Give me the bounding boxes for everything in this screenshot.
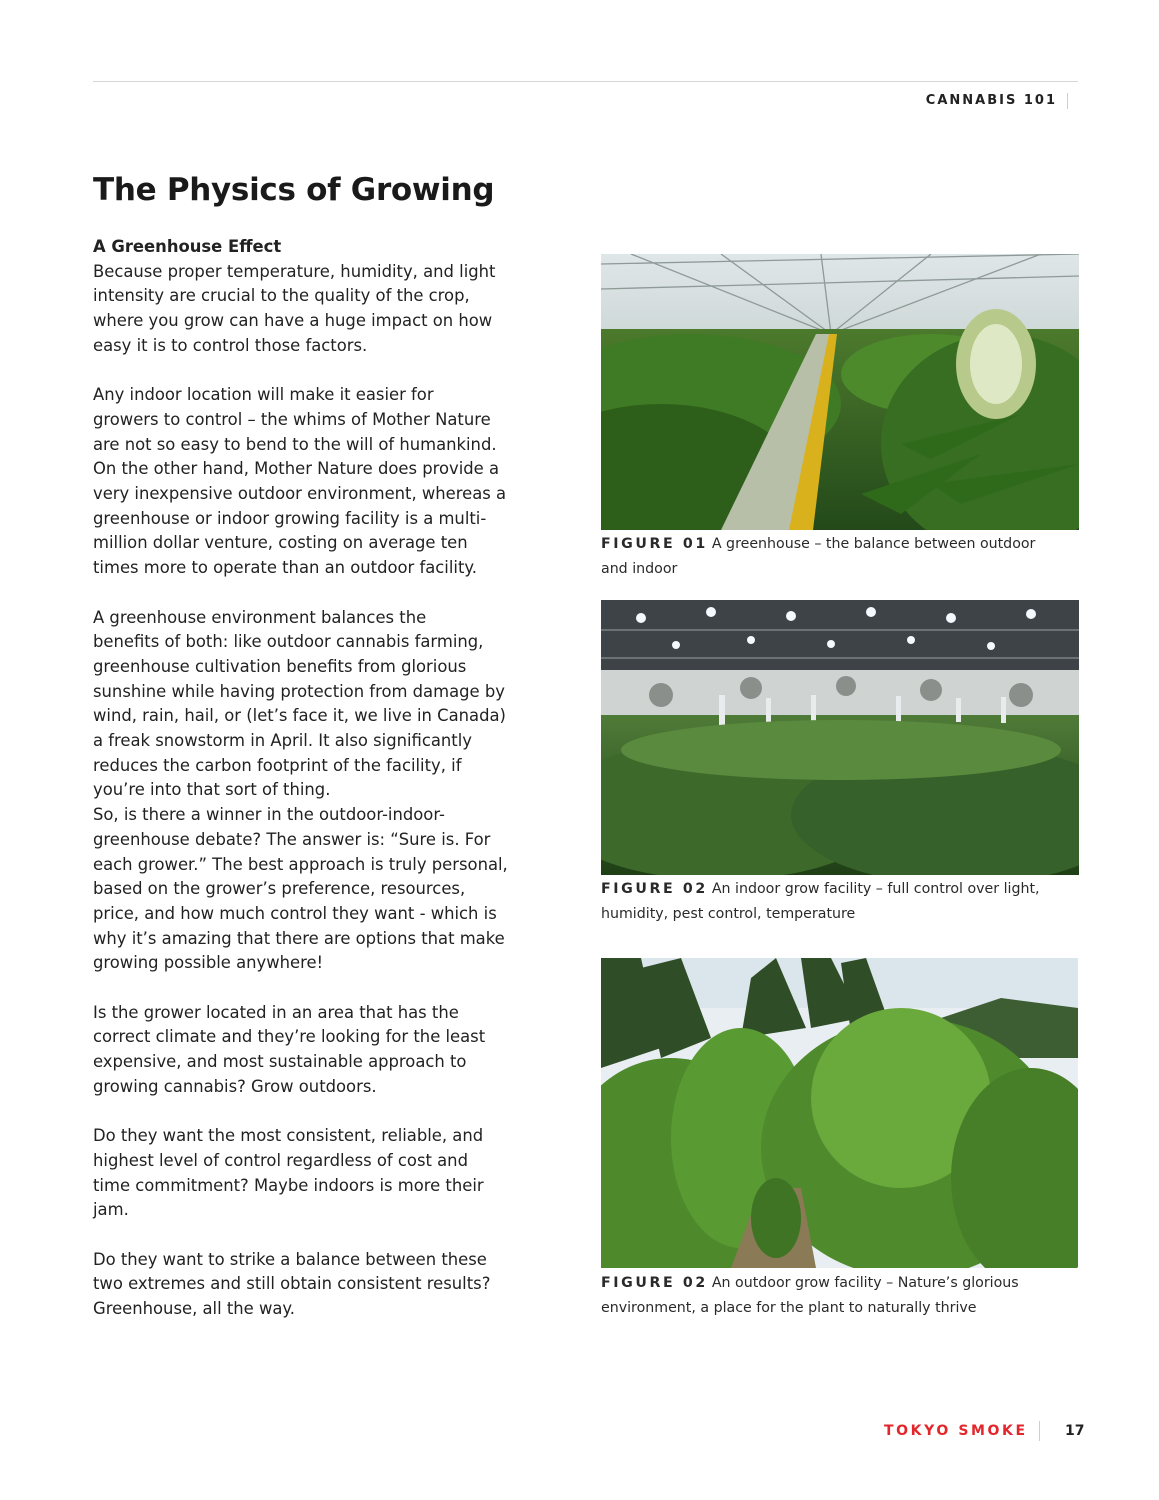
- paragraph: [93, 1248, 523, 1322]
- text-line: highest level of control regardless of cost and: [93, 1150, 468, 1170]
- text-line: correct climate and they’re looking for the least: [93, 1027, 486, 1047]
- paragraph: [93, 1001, 523, 1100]
- figure-2-caption: [601, 877, 1081, 926]
- text-line: where you grow can have a huge impact on how: [93, 311, 493, 331]
- caption-text: environment, a place for the plant to naturally thrive: [601, 1299, 977, 1316]
- text-line: each grower.” The best approach is truly personal,: [93, 854, 508, 874]
- caption-text: An indoor grow facility – full control over light,: [711, 881, 1040, 897]
- paragraph: [93, 1124, 523, 1223]
- caption-text: and indoor: [601, 560, 678, 577]
- text-line: Because proper temperature, humidity, and light: [93, 261, 496, 281]
- text-line: On the other hand, Mother Nature does provide a: [93, 459, 500, 479]
- text-line: why it’s amazing that there are options that make: [93, 928, 505, 948]
- text-line: jam.: [93, 1200, 129, 1220]
- text-line: benefits of both: like outdoor cannabis farming,: [93, 632, 484, 652]
- text-line: reduces the carbon footprint of the facility, if: [93, 755, 462, 775]
- paragraph: [93, 383, 523, 581]
- paragraph: [93, 260, 523, 359]
- text-line: growing possible anywhere!: [93, 953, 324, 973]
- text-line: are not so easy to bend to the will of humankind.: [93, 434, 497, 454]
- subheading: A Greenhouse Effect: [93, 237, 282, 256]
- caption-text: humidity, pest control, temperature: [601, 905, 856, 922]
- text-line: million dollar venture, costing on average ten: [93, 533, 468, 553]
- figure-label: FIGURE 02: [601, 1275, 708, 1291]
- text-line: sunshine while having protection from damage by: [93, 681, 505, 701]
- text-line: growing cannabis? Grow outdoors.: [93, 1076, 377, 1096]
- text-line: Greenhouse, all the way.: [93, 1299, 295, 1319]
- figure-3-caption: [601, 1271, 1081, 1320]
- text-line: greenhouse or indoor growing facility is a multi-: [93, 508, 487, 528]
- figure-label: FIGURE 02: [601, 881, 708, 897]
- text-line: very inexpensive outdoor environment, whereas a: [93, 484, 507, 504]
- text-line: Do they want to strike a balance between these: [93, 1249, 487, 1269]
- text-line: times more to operate than an outdoor facility.: [93, 558, 477, 578]
- figure-label: FIGURE 01: [601, 536, 708, 552]
- text-line: intensity are crucial to the quality of the crop,: [93, 286, 470, 306]
- text-line: Any indoor location will make it easier for: [93, 385, 434, 405]
- paragraph: [93, 606, 523, 977]
- text-line: wind, rain, hail, or (let’s face it, we live in Canada): [93, 706, 506, 726]
- text-line: A greenhouse environment balances the: [93, 607, 427, 627]
- article-title: The Physics of Growing: [93, 172, 495, 208]
- text-line: expensive, and most sustainable approach to: [93, 1052, 467, 1072]
- text-line: growers to control – the whims of Mother Nature: [93, 409, 491, 429]
- text-line: time commitment? Maybe indoors is more their: [93, 1175, 484, 1195]
- text-line: So, is there a winner in the outdoor-indoor-: [93, 805, 445, 825]
- text-line: price, and how much control they want - which is: [93, 903, 497, 923]
- figure-2-indoor-facility-photo: [601, 600, 1079, 875]
- page-number: 17: [1065, 1423, 1085, 1439]
- figure-3-outdoor-farm-photo: [601, 958, 1078, 1268]
- figure-1-greenhouse-photo: [601, 254, 1079, 530]
- text-line: based on the grower’s preference, resources,: [93, 879, 466, 899]
- article-body: [93, 235, 523, 1322]
- text-line: easy it is to control those factors.: [93, 335, 368, 355]
- text-line: Do they want the most consistent, reliable, and: [93, 1126, 484, 1146]
- section-label: CANNABIS 101: [926, 93, 1068, 109]
- text-line: you’re into that sort of thing.: [93, 780, 331, 800]
- text-line: Is the grower located in an area that has the: [93, 1002, 459, 1022]
- caption-text: A greenhouse – the balance between outdoor: [711, 536, 1036, 552]
- text-line: a freak snowstorm in April. It also significantly: [93, 731, 472, 751]
- text-line: greenhouse debate? The answer is: “Sure is. For: [93, 829, 491, 849]
- text-line: two extremes and still obtain consistent results?: [93, 1274, 491, 1294]
- text-line: greenhouse cultivation benefits from glorious: [93, 656, 467, 676]
- brand-name: TOKYO SMOKE: [884, 1421, 1040, 1441]
- caption-text: An outdoor grow facility – Nature’s glorious: [711, 1275, 1019, 1291]
- header-rule: [93, 81, 1078, 82]
- figure-1-caption: [601, 532, 1081, 581]
